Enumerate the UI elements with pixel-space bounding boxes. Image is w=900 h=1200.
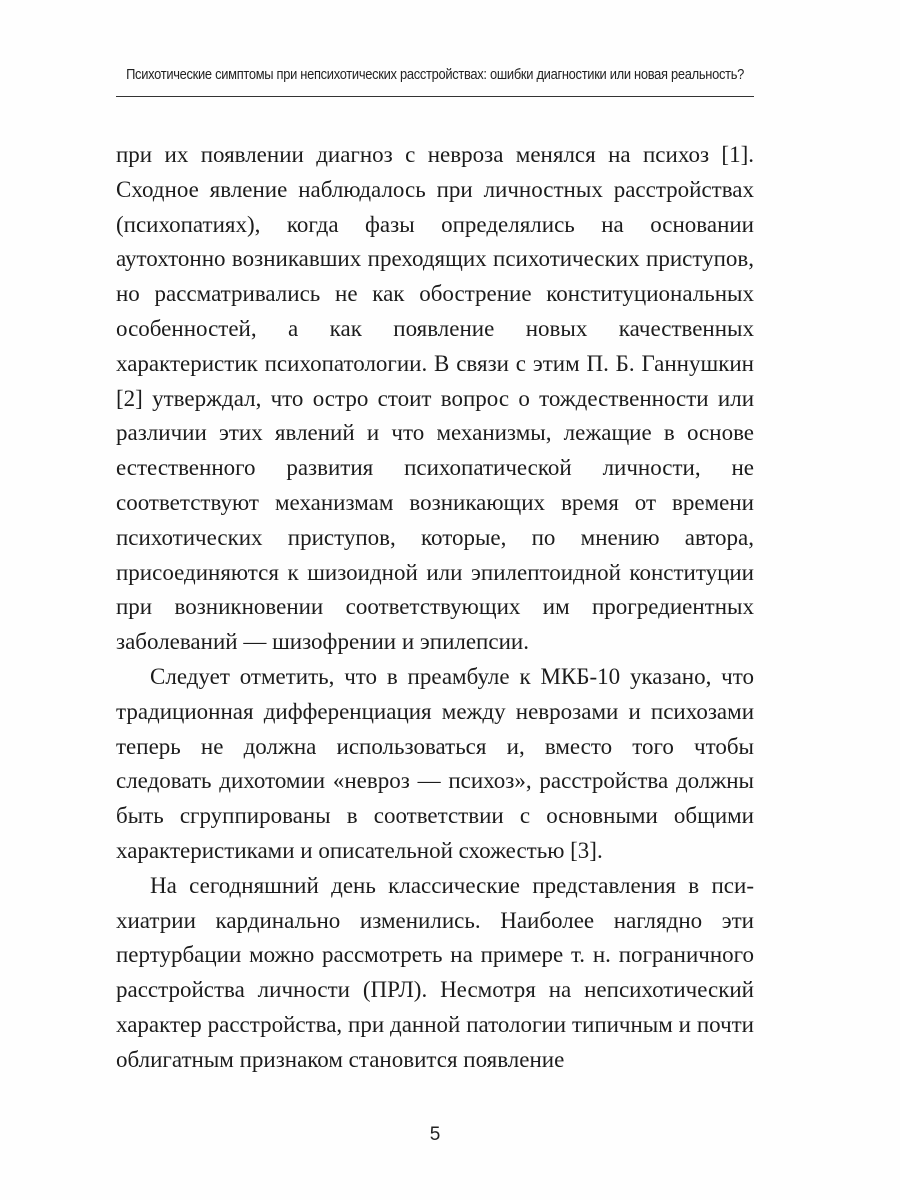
running-header-title: Психотические симптомы при непсихотических расстройствах: ошибки диагностики или новая реальность? xyxy=(126,66,745,83)
header-rule xyxy=(116,96,754,97)
paragraph-icd10: Следует отметить, что в преамбуле к МКБ-10 указано, что традиционная дифференциация между неврозами и психозами теперь не должна использоваться и, вместо того чтобы следовать дихотомии «невроз — психоз», расстройства должны быть сгруппированы в соответствии с основными общими характеристиками и описательной схожестью [3]. xyxy=(116,663,754,863)
body-text xyxy=(116,138,754,1078)
page-number: 5 xyxy=(429,1124,441,1145)
paragraph-bpd: На сегодняшний день классические представления в психиатрии кардинально изменились. Наиболее наглядно эти пертурбации можно рассмотреть на примере т. н. пограничного расстройства личности (ПРЛ). Несмотря на непсихотический характер расстройства, при данной патологии типичным и почти облигатным признаком становится появление xyxy=(116,872,754,1072)
paragraph-continuation: при их появлении диагноз с невроза менялся на психоз [1]. Сходное явление наблюдалось при личностных расстройствах (психопатиях), когда фазы определялись на основании аутохтонно возникавших преходящих психотических приступов, но рассматривались не как обострение конституциональных особенностей, а как появление новых качественных характеристик психопатологии. В связи с этим П. Б. Ганнушкин [2] утверждал, что остро стоит вопрос о тождественности или различии этих явлений и что механизмы, лежащие в основе естественного развития психопатической личности, не соответствуют механизмам возникающих время от времени психотических приступов, которые, по мнению автора, присоединяются к шизоидной или эпилептоидной конституции при возникновении соответствующих им прогредиентных заболеваний — шизофрении и эпилепсии. xyxy=(116,142,754,655)
